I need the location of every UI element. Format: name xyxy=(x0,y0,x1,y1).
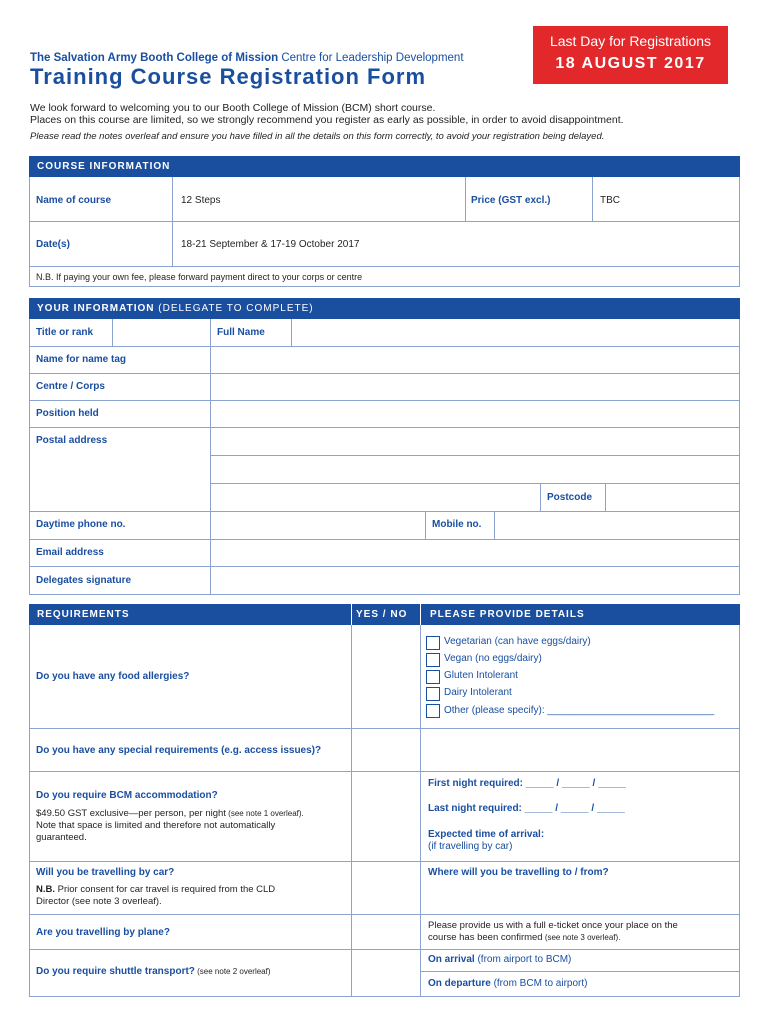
divider xyxy=(112,319,113,346)
course-section-title: COURSE INFORMATION xyxy=(37,161,171,172)
divider xyxy=(592,177,593,221)
postcode-label: Postcode xyxy=(547,492,593,503)
other-checkbox[interactable] xyxy=(426,704,440,718)
divider xyxy=(210,319,211,594)
organisation-centre: Centre for Leadership Development xyxy=(278,52,464,64)
accommodation-note-ref: (see note 1 overleaf). xyxy=(225,809,304,818)
details-col-title: PLEASE PROVIDE DETAILS xyxy=(430,609,585,620)
divider xyxy=(420,971,739,972)
divider xyxy=(465,177,466,221)
header-divider xyxy=(420,604,421,625)
shuttle-question: Do you require shuttle transport? xyxy=(36,966,195,977)
shuttle-departure-label: On departure xyxy=(428,978,491,989)
shuttle-departure-option xyxy=(428,978,587,989)
divider xyxy=(291,319,292,346)
signature-label: Delegates signature xyxy=(36,575,132,586)
divider xyxy=(210,483,739,484)
shuttle-departure-detail: (from BCM to airport) xyxy=(490,978,588,989)
car-note-2: Director (see note 3 overleaf). xyxy=(36,896,162,907)
accommodation-price: $49.50 GST exclusive—per person, per night xyxy=(36,808,226,819)
accommodation-question: Do you require BCM accommodation? xyxy=(36,790,218,801)
dates-value[interactable]: 18-21 September & 17-19 October 2017 xyxy=(181,239,360,250)
gluten-checkbox[interactable] xyxy=(426,670,440,684)
postal-address-label: Postal address xyxy=(36,435,108,446)
arrival-time-sub: (if travelling by car) xyxy=(428,841,513,852)
divider xyxy=(351,625,352,996)
shuttle-arrival-label: On arrival xyxy=(428,954,475,965)
deadline-banner xyxy=(533,26,728,84)
gluten-label: Gluten Intolerant xyxy=(444,670,518,681)
shuttle-arrival-option xyxy=(428,954,571,965)
vegan-label: Vegan (no eggs/dairy) xyxy=(444,653,542,664)
payment-note: N.B. If paying your own fee, please forward payment direct to your corps or centre xyxy=(36,272,363,282)
accommodation-note-3: guaranteed. xyxy=(36,832,87,843)
divider xyxy=(29,427,739,428)
dairy-label: Dairy Intolerant xyxy=(444,687,512,698)
organisation-name: The Salvation Army Booth College of Mission xyxy=(30,52,279,64)
shuttle-question-row xyxy=(36,966,271,977)
shuttle-arrival-detail: (from airport to BCM) xyxy=(474,954,572,965)
divider xyxy=(210,455,739,456)
accommodation-note-1 xyxy=(36,808,304,819)
car-question: Will you be travelling by car? xyxy=(36,867,175,878)
divider xyxy=(540,483,541,511)
divider xyxy=(420,625,421,996)
centre-corps-label: Centre / Corps xyxy=(36,381,105,392)
course-name-label: Name of course xyxy=(36,195,112,206)
intro-text-2: Places on this course are limited, so we strongly recommend you register as early as possible, in order to avoid disappointment. xyxy=(30,114,624,126)
car-note-nb: N.B. xyxy=(36,884,55,895)
plane-question: Are you travelling by plane? xyxy=(36,927,170,938)
food-allergies-question: Do you have any food allergies? xyxy=(36,671,190,682)
course-section-header xyxy=(29,156,740,177)
intro-text-3: Please read the notes overleaf and ensure you have filled in all the details on this form correctly, to avoid your registration being delayed. xyxy=(30,131,605,142)
dairy-checkbox[interactable] xyxy=(426,687,440,701)
car-note-text: Prior consent for car travel is required from the CLD xyxy=(55,884,276,895)
divider xyxy=(29,511,739,512)
deadline-date: 18 AUGUST 2017 xyxy=(555,55,706,72)
divider xyxy=(29,373,739,374)
daytime-phone-label: Daytime phone no. xyxy=(36,519,126,530)
divider xyxy=(29,914,739,915)
plane-note-text: course has been confirmed xyxy=(428,932,543,943)
course-info-box xyxy=(29,177,740,287)
intro-text-1: We look forward to welcoming you to our Booth College of Mission (BCM) short course. xyxy=(30,102,436,114)
yes-no-col-title: YES / NO xyxy=(356,609,408,620)
first-night-field[interactable]: First night required: _____ / _____ / _____ xyxy=(428,778,626,789)
divider xyxy=(29,346,739,347)
header-divider xyxy=(351,604,352,625)
divider xyxy=(29,266,739,267)
other-label: Other (please specify): ______________________________ xyxy=(444,705,715,716)
divider xyxy=(29,861,739,862)
course-name-value[interactable]: 12 Steps xyxy=(181,195,221,206)
travel-where-label: Where will you be travelling to / from? xyxy=(428,867,609,878)
dates-label: Date(s) xyxy=(36,239,70,250)
plane-note-1: Please provide us with a full e-ticket once your place on the xyxy=(428,920,678,931)
your-info-subtitle: (DELEGATE TO COMPLETE) xyxy=(154,303,314,314)
divider xyxy=(29,949,739,950)
plane-note-ref: (see note 3 overleaf). xyxy=(542,933,621,942)
position-label: Position held xyxy=(36,408,99,419)
organisation-line xyxy=(30,52,464,64)
last-night-field[interactable]: Last night required: _____ / _____ / _____ xyxy=(428,803,625,814)
price-label: Price (GST excl.) xyxy=(471,195,551,206)
divider xyxy=(29,728,739,729)
page-title: Training Course Registration Form xyxy=(30,64,427,89)
deadline-label: Last Day for Registrations xyxy=(549,33,712,49)
divider xyxy=(29,771,739,772)
accommodation-note-2: Note that space is limited and therefore not automatically xyxy=(36,820,276,831)
divider xyxy=(29,400,739,401)
divider xyxy=(605,483,606,511)
your-info-section-header xyxy=(29,298,740,319)
divider xyxy=(494,511,495,539)
car-note-1 xyxy=(36,884,275,895)
vegetarian-label: Vegetarian (can have eggs/dairy) xyxy=(444,636,591,647)
full-name-label: Full Name xyxy=(217,327,265,338)
shuttle-note: (see note 2 overleaf) xyxy=(194,967,271,976)
your-info-box xyxy=(29,319,740,595)
divider xyxy=(29,566,739,567)
divider xyxy=(172,177,173,266)
email-label: Email address xyxy=(36,547,104,558)
plane-note-2 xyxy=(428,932,620,943)
special-requirements-question: Do you have any special requirements (e.g. access issues)? xyxy=(36,745,322,756)
divider xyxy=(29,539,739,540)
divider xyxy=(425,511,426,539)
divider xyxy=(29,221,739,222)
mobile-label: Mobile no. xyxy=(432,519,482,530)
title-rank-label: Title or rank xyxy=(36,327,94,338)
price-value[interactable]: TBC xyxy=(600,195,620,206)
vegan-checkbox[interactable] xyxy=(426,653,440,667)
your-info-title: YOUR INFORMATION xyxy=(37,303,155,314)
requirements-col-title: REQUIREMENTS xyxy=(37,609,130,620)
vegetarian-checkbox[interactable] xyxy=(426,636,440,650)
arrival-time-label: Expected time of arrival: xyxy=(428,829,545,840)
name-tag-label: Name for name tag xyxy=(36,354,127,365)
